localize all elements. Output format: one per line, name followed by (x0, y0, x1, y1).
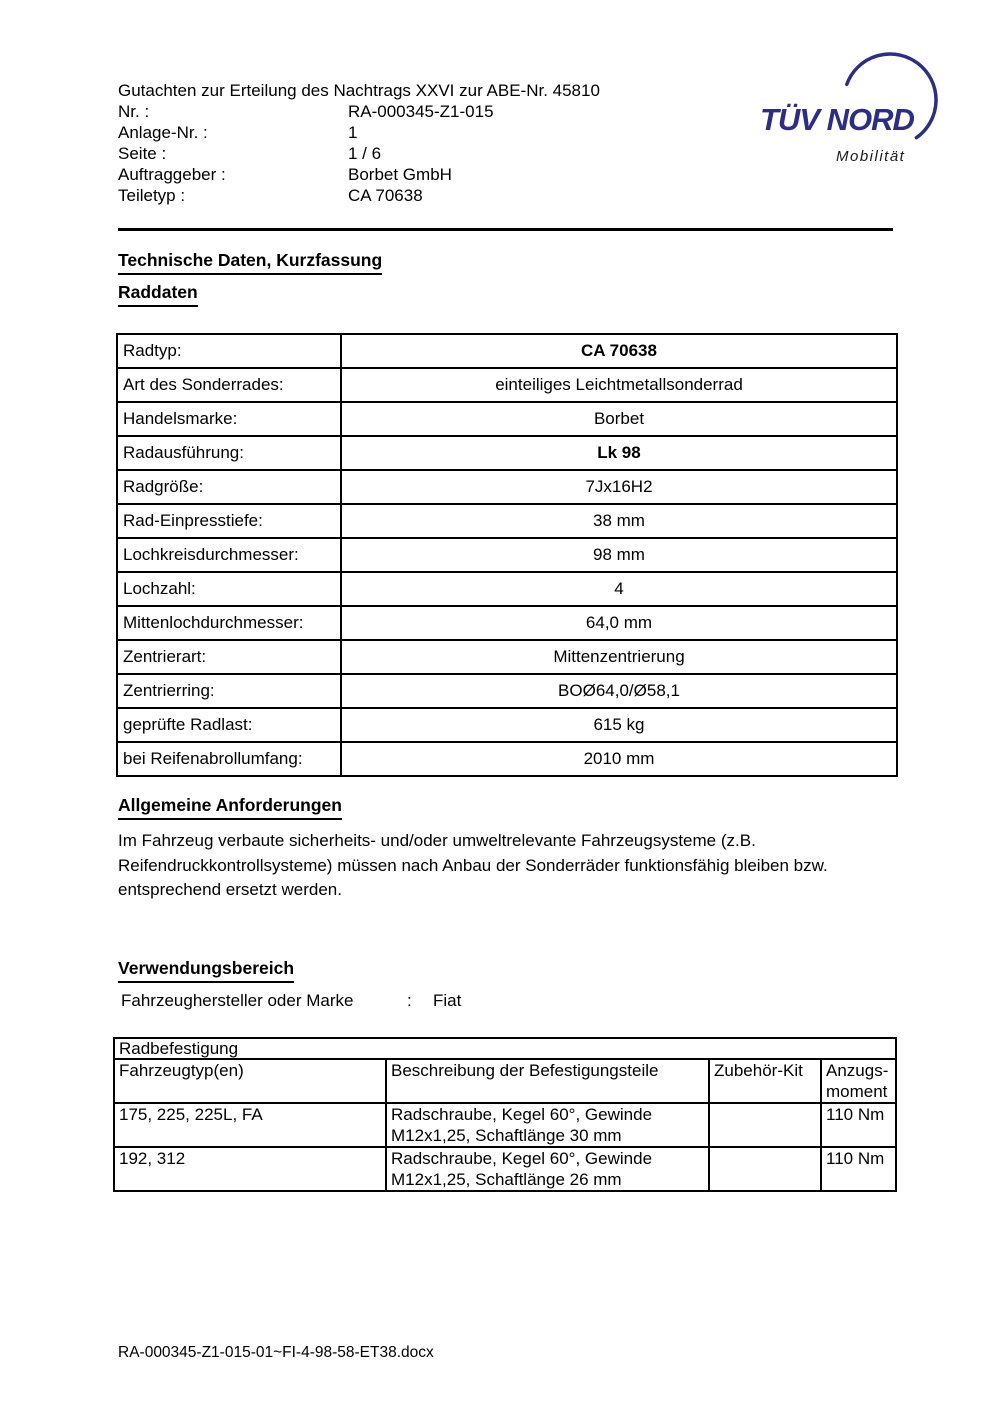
radbefestigung-caption: Radbefestigung (114, 1038, 896, 1059)
hersteller-line (121, 991, 461, 1011)
raddaten-value: 2010 mm (341, 742, 897, 776)
raddaten-row (117, 572, 897, 606)
hersteller-value: Fiat (433, 991, 462, 1010)
raddaten-row (117, 334, 897, 368)
raddaten-label: Art des Sonderrades: (117, 368, 341, 402)
header-field-label: Seite : (118, 144, 167, 163)
header-field-row (118, 143, 600, 164)
befestigung-cell-fahrzeugtyp: 175, 225, 225L, FA (114, 1103, 386, 1147)
raddaten-value: CA 70638 (341, 334, 897, 368)
befestigung-data-row (114, 1147, 896, 1191)
heading-raddaten-text: Raddaten (118, 282, 198, 307)
heading-technische-daten (118, 250, 382, 275)
header-divider (118, 228, 893, 231)
befestigung-cell-zubehoer (709, 1103, 821, 1147)
raddaten-value: 38 mm (341, 504, 897, 538)
raddaten-value: 64,0 mm (341, 606, 897, 640)
befestigung-header-cell: Anzugs-moment (821, 1059, 896, 1103)
raddaten-label: Lochzahl: (117, 572, 341, 606)
header-field-row (118, 185, 600, 206)
befestigung-header-cell: Fahrzeugtyp(en) (114, 1059, 386, 1103)
document-header (118, 80, 600, 206)
befestigung-cell-beschreibung: Radschraube, Kegel 60°, Gewinde M12x1,25, Schaftlänge 26 mm (386, 1147, 709, 1191)
raddaten-row (117, 368, 897, 402)
raddaten-value: Borbet (341, 402, 897, 436)
befestigung-tbody (114, 1038, 896, 1191)
header-field-value: RA-000345-Z1-015 (348, 102, 494, 121)
raddaten-label: geprüfte Radlast: (117, 708, 341, 742)
raddaten-row (117, 402, 897, 436)
raddaten-value: Lk 98 (341, 436, 897, 470)
heading-verwendungsbereich-text: Verwendungsbereich (118, 958, 294, 983)
header-field-row (118, 122, 600, 143)
header-field-row (118, 101, 600, 122)
header-field-value: Borbet GmbH (348, 165, 452, 184)
hersteller-label: Fahrzeughersteller oder Marke (121, 991, 354, 1010)
raddaten-table (116, 333, 898, 777)
raddaten-row (117, 708, 897, 742)
header-field-label: Auftraggeber : (118, 165, 226, 184)
header-field-label: Teiletyp : (118, 186, 186, 205)
header-field-row (118, 164, 600, 185)
befestigung-cell-moment: 110 Nm (821, 1103, 896, 1147)
raddaten-tbody (117, 334, 897, 776)
raddaten-label: Rad-Einpresstiefe: (117, 504, 341, 538)
befestigung-header-cell: Zubehör-Kit (709, 1059, 821, 1103)
header-field-value: 1 / 6 (348, 144, 382, 163)
table-caption-row (114, 1038, 896, 1059)
tuev-nord-logo (750, 45, 960, 175)
logo-brand-text: TÜV NORD (760, 102, 914, 137)
heading-raddaten (118, 282, 198, 307)
befestigung-cell-beschreibung: Radschraube, Kegel 60°, Gewinde M12x1,25, Schaftlänge 30 mm (386, 1103, 709, 1147)
raddaten-label: Radtyp: (117, 334, 341, 368)
raddaten-value: 7Jx16H2 (341, 470, 897, 504)
header-field-value: CA 70638 (348, 186, 423, 205)
raddaten-label: Handelsmarke: (117, 402, 341, 436)
raddaten-label: Radgröße: (117, 470, 341, 504)
header-field-label: Nr. : (118, 102, 150, 121)
befestigung-header-row (114, 1059, 896, 1103)
heading-allgemeine-anforderungen-text: Allgemeine Anforderungen (118, 795, 342, 820)
heading-technische-daten-text: Technische Daten, Kurzfassung (118, 250, 382, 275)
footer-filename: RA-000345-Z1-015-01~FI-4-98-58-ET38.docx (118, 1344, 434, 1361)
raddaten-row (117, 640, 897, 674)
raddaten-row (117, 470, 897, 504)
raddaten-value: 4 (341, 572, 897, 606)
befestigung-data-row (114, 1103, 896, 1147)
raddaten-label: Mittenlochdurchmesser: (117, 606, 341, 640)
befestigung-cell-fahrzeugtyp: 192, 312 (114, 1147, 386, 1191)
heading-verwendungsbereich (118, 958, 294, 983)
document-title: Gutachten zur Erteilung des Nachtrags XXVI zur ABE-Nr. 45810 (118, 81, 600, 100)
raddaten-label: Zentrierart: (117, 640, 341, 674)
befestigung-cell-moment: 110 Nm (821, 1147, 896, 1191)
raddaten-label: bei Reifenabrollumfang: (117, 742, 341, 776)
raddaten-value: einteiliges Leichtmetallsonderrad (341, 368, 897, 402)
raddaten-value: 98 mm (341, 538, 897, 572)
allgemeine-anforderungen-paragraph: Im Fahrzeug verbaute sicherheits- und/oder umweltrelevante Fahrzeugsysteme (z.B. Reifendruckkontrollsysteme) müssen nach Anbau der Sonderräder funktionsfähig bleiben bzw. entsprechend ersetzt werden. (118, 831, 828, 899)
heading-allgemeine-anforderungen (118, 795, 342, 820)
header-fields (118, 101, 600, 206)
raddaten-label: Radausführung: (117, 436, 341, 470)
befestigung-header-cell: Beschreibung der Befestigungsteile (386, 1059, 709, 1103)
raddaten-row (117, 674, 897, 708)
raddaten-label: Lochkreisdurchmesser: (117, 538, 341, 572)
header-field-value: 1 (348, 123, 358, 142)
raddaten-value: Mittenzentrierung (341, 640, 897, 674)
logo-subtitle-text: Mobilität (836, 148, 906, 165)
raddaten-row (117, 742, 897, 776)
raddaten-value: BOØ64,0/Ø58,1 (341, 674, 897, 708)
raddaten-row (117, 538, 897, 572)
raddaten-row (117, 504, 897, 538)
raddaten-value: 615 kg (341, 708, 897, 742)
header-field-label: Anlage-Nr. : (118, 123, 208, 142)
raddaten-row (117, 606, 897, 640)
raddaten-row (117, 436, 897, 470)
radbefestigung-table (113, 1037, 897, 1192)
befestigung-cell-zubehoer (709, 1147, 821, 1191)
hersteller-separator: : (407, 991, 412, 1010)
raddaten-label: Zentrierring: (117, 674, 341, 708)
